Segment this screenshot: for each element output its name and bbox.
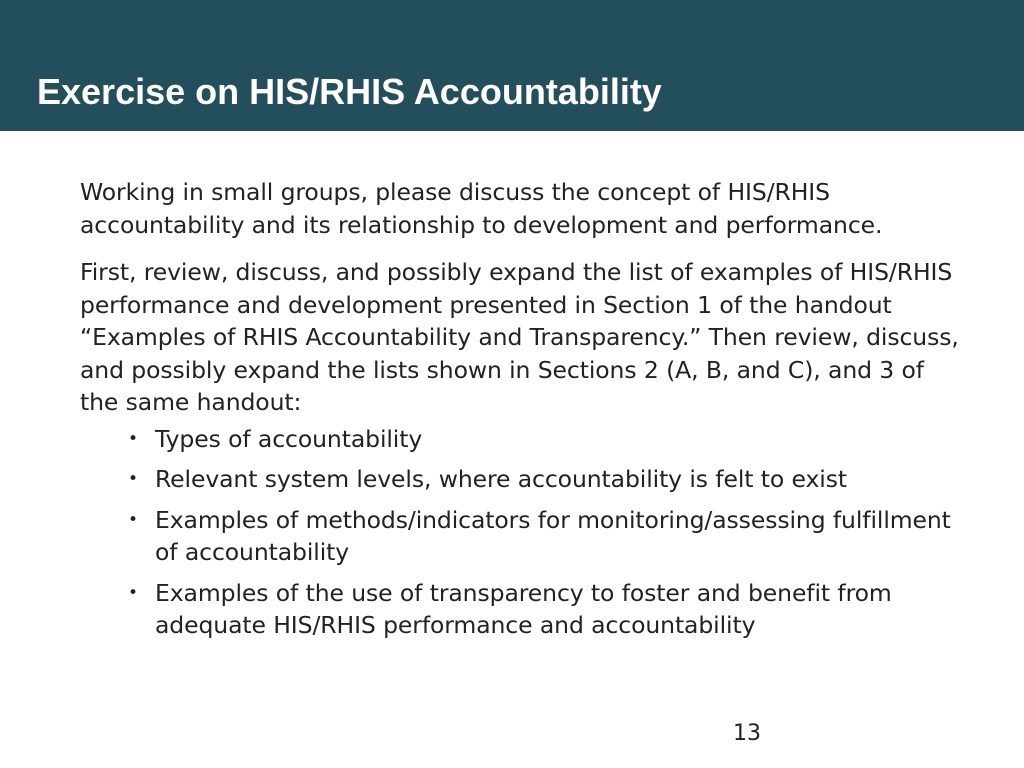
bullet-icon: • bbox=[128, 469, 138, 489]
page-number: 13 bbox=[733, 721, 761, 746]
title-bar bbox=[0, 0, 1024, 131]
bullet-icon: • bbox=[128, 428, 138, 449]
bullet-icon: • bbox=[128, 582, 138, 603]
slide-title: Exercise on HIS/RHIS Accountability bbox=[37, 71, 662, 112]
bullet-list bbox=[80, 423, 960, 642]
bullet-item-text: Types of accountability bbox=[155, 424, 423, 453]
body-paragraph-instructions: First, review, discuss, and possibly expand the list of examples of HIS/RHIS performance and development presented in Section 1 of the handout “Examples of RHIS Accountability and Transparency.” Then review, discuss, and possibly expand the lists shown in Sections 2 (A, B, and C), and 3 of the same handout: bbox=[80, 258, 959, 416]
bullet-item bbox=[128, 504, 960, 569]
bullet-item bbox=[128, 577, 960, 642]
bullet-item-text: Relevant system levels, where accountability is felt to exist bbox=[155, 465, 847, 493]
slide-body bbox=[80, 176, 960, 642]
bullet-item-text: Examples of the use of transparency to foster and benefit from adequate HIS/RHIS performance and accountability bbox=[155, 578, 892, 639]
body-paragraph-intro: Working in small groups, please discuss the concept of HIS/RHIS accountability and its relationship to development and performance. bbox=[80, 178, 883, 239]
bullet-item-text: Examples of methods/indicators for monitoring/assessing fulfillment of accountability bbox=[155, 505, 951, 566]
bullet-item bbox=[128, 463, 960, 496]
bullet-icon: • bbox=[128, 509, 138, 530]
bullet-item bbox=[128, 423, 960, 456]
